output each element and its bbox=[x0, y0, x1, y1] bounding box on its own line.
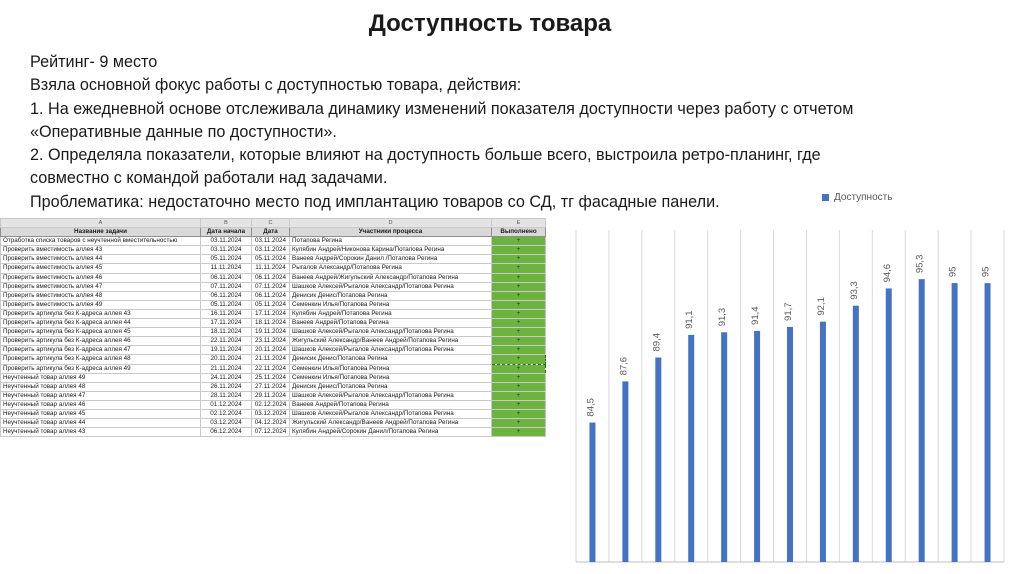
problem-line: Проблематика: недостаточно место под имплантацию товаров со СД, тг фасадные панели. bbox=[30, 192, 720, 211]
table-cell: + bbox=[492, 237, 546, 246]
table-cell: + bbox=[492, 255, 546, 264]
table-cell: Проверить артикула без К-адреса аллея 44 bbox=[1, 319, 201, 328]
table-cell: 19.11.2024 bbox=[252, 328, 290, 337]
table-cell: + bbox=[492, 337, 546, 346]
body-text bbox=[30, 51, 930, 214]
table-cell: Денисик Денис/Потапова Регина bbox=[290, 291, 492, 300]
table-cell: 03.11.2024 bbox=[201, 237, 252, 246]
table-row bbox=[1, 419, 546, 428]
table-cell: 26.11.2024 bbox=[201, 382, 252, 391]
tasks-table bbox=[0, 218, 546, 437]
table-cell: 04.12.2024 bbox=[252, 419, 290, 428]
column-letter: D bbox=[290, 219, 492, 228]
table-cell: Ванеев Андрей/Сорокин Данил /Потапова Регина bbox=[290, 255, 492, 264]
table-cell: + bbox=[492, 419, 546, 428]
table-cell: Проверить вместимость аллея 47 bbox=[1, 282, 201, 291]
table-cell: 21.11.2024 bbox=[201, 364, 252, 373]
table-cell: Шашков Алексей/Рыгалов Александр/Потапова Регина bbox=[290, 282, 492, 291]
table-cell: + bbox=[492, 364, 546, 373]
table-cell: 07.12.2024 bbox=[252, 428, 290, 437]
bar bbox=[919, 279, 925, 562]
table-cell: 03.11.2024 bbox=[252, 237, 290, 246]
table-cell: 19.11.2024 bbox=[201, 346, 252, 355]
bar bbox=[688, 335, 694, 562]
table-cell: Шашков Алексей/Рыгалов Александр/Потапова Регина bbox=[290, 391, 492, 400]
table-cell: Проверить артикула без К-адреса аллея 46 bbox=[1, 337, 201, 346]
data-label: 91,4 bbox=[750, 306, 762, 325]
table-cell: Отработка списка товаров с неучтенной вместительностью bbox=[1, 237, 201, 246]
table-cell: Неучтенный товар аллея 46 bbox=[1, 400, 201, 409]
column-letter: B bbox=[201, 219, 252, 228]
table-cell: Ванеев Андрей/Потапова Регина bbox=[290, 400, 492, 409]
table-row bbox=[1, 309, 546, 318]
table-cell: 18.11.2024 bbox=[252, 319, 290, 328]
table-header-cell: Дата начала bbox=[201, 228, 252, 237]
table-cell: 17.11.2024 bbox=[252, 309, 290, 318]
bar bbox=[820, 322, 826, 562]
table-cell: Неучтенный товар аллея 43 bbox=[1, 428, 201, 437]
table-cell: + bbox=[492, 319, 546, 328]
table-cell: 28.11.2024 bbox=[201, 391, 252, 400]
table-row bbox=[1, 337, 546, 346]
table-cell: 06.11.2024 bbox=[201, 291, 252, 300]
table-cell: Семенкин Илья/Потапова Регина bbox=[290, 300, 492, 309]
table-header-cell: Название задачи bbox=[1, 228, 201, 237]
table-row bbox=[1, 409, 546, 418]
legend-label: Доступность bbox=[834, 192, 893, 203]
table-cell: Шашков Алексей/Рыгалов Александр/Потапова Регина bbox=[290, 346, 492, 355]
table-cell: 06.11.2024 bbox=[252, 291, 290, 300]
table-cell: Неучтенный товар аллея 47 bbox=[1, 391, 201, 400]
action-2-team-line: совместно с командой работали над задачами. bbox=[30, 169, 388, 188]
bar bbox=[655, 357, 661, 562]
data-label: 95,3 bbox=[914, 254, 926, 274]
table-row bbox=[1, 400, 546, 409]
bar bbox=[952, 283, 958, 562]
table-cell: Проверить вместимость аллея 46 bbox=[1, 273, 201, 282]
table-row bbox=[1, 328, 546, 337]
bar bbox=[721, 332, 727, 562]
availability-chart bbox=[570, 222, 1010, 567]
table-cell: 16.11.2024 bbox=[201, 309, 252, 318]
table-row bbox=[1, 264, 546, 273]
table-cell: Кулябин Андрей/Сорокин Данил/Потапова Регина bbox=[290, 428, 492, 437]
table-cell: Шашков Алексей/Рыгалов Александр/Потапова Регина bbox=[290, 409, 492, 418]
table-cell: Неучтенный товар аллея 48 bbox=[1, 382, 201, 391]
data-label: 92,1 bbox=[815, 297, 827, 316]
table-cell: 17.11.2024 bbox=[201, 319, 252, 328]
table-cell: 24.11.2024 bbox=[201, 373, 252, 382]
table-row bbox=[1, 291, 546, 300]
table-cell: 29.11.2024 bbox=[252, 391, 290, 400]
column-letters-row bbox=[1, 219, 546, 228]
table-cell: Семенкин Илья/Потапова Регина bbox=[290, 373, 492, 382]
table-cell: 22.11.2024 bbox=[252, 364, 290, 373]
table-cell: + bbox=[492, 355, 546, 364]
table-cell: Денисик Денис/Потапова Регина bbox=[290, 355, 492, 364]
data-label: 95 bbox=[947, 266, 959, 278]
bar bbox=[853, 306, 859, 562]
table-row bbox=[1, 246, 546, 255]
data-label: 89,4 bbox=[651, 332, 663, 352]
table-cell: 03.12.2024 bbox=[201, 419, 252, 428]
table-cell: + bbox=[492, 300, 546, 309]
table-cell: Проверить вместимость аллея 44 bbox=[1, 255, 201, 264]
table-cell: 22.11.2024 bbox=[201, 337, 252, 346]
table-cell: 03.12.2024 bbox=[252, 409, 290, 418]
focus-line: Взяла основной фокус работы с доступностью товара, действия: bbox=[30, 76, 522, 95]
bar bbox=[589, 423, 595, 562]
table-row bbox=[1, 428, 546, 437]
table-cell: + bbox=[492, 273, 546, 282]
table-cell: + bbox=[492, 246, 546, 255]
table-cell: Шашков Алексей/Рыгалов Александр/Потапова Регина bbox=[290, 328, 492, 337]
table-cell: + bbox=[492, 346, 546, 355]
table-cell: Кулябин Андрей/Никонова Карина/Потапова Регина bbox=[290, 246, 492, 255]
table-cell: 11.11.2024 bbox=[252, 264, 290, 273]
table-cell: 05.11.2024 bbox=[201, 300, 252, 309]
table-cell: + bbox=[492, 373, 546, 382]
table-cell: Неучтенный товар аллея 44 bbox=[1, 419, 201, 428]
table-cell: Жигульский Александр/Ванеев Андрей/Потапова Регина bbox=[290, 419, 492, 428]
table-cell: Кулябин Андрей/Потапова Регина bbox=[290, 309, 492, 318]
table-row bbox=[1, 346, 546, 355]
table-row bbox=[1, 364, 546, 373]
table-row bbox=[1, 273, 546, 282]
bar bbox=[886, 288, 892, 562]
table-cell: 18.11.2024 bbox=[201, 328, 252, 337]
table-cell: + bbox=[492, 400, 546, 409]
table-cell: 06.12.2024 bbox=[201, 428, 252, 437]
table-cell: + bbox=[492, 409, 546, 418]
action-1-line: 1. На ежедневной основе отслеживала динамику изменений показателя доступности через работу с отчетом bbox=[30, 99, 854, 118]
bar bbox=[787, 327, 793, 562]
table-cell: + bbox=[492, 382, 546, 391]
table-cell: 06.11.2024 bbox=[252, 273, 290, 282]
table-row bbox=[1, 319, 546, 328]
table-cell: Проверить вместимость аллея 45 bbox=[1, 264, 201, 273]
table-cell: Ванеев Андрей/Жигульский Александр/Потапова Регина bbox=[290, 273, 492, 282]
bar bbox=[754, 331, 760, 562]
table-cell: Неучтенный товар аллея 45 bbox=[1, 409, 201, 418]
table-cell: 03.11.2024 bbox=[252, 246, 290, 255]
table-row bbox=[1, 237, 546, 246]
table-cell: + bbox=[492, 391, 546, 400]
table-cell: Семенкин Илья/Потапова Регина bbox=[290, 364, 492, 373]
table-cell: + bbox=[492, 309, 546, 318]
table-cell: 20.11.2024 bbox=[201, 355, 252, 364]
table-row bbox=[1, 391, 546, 400]
table-cell: 06.11.2024 bbox=[201, 273, 252, 282]
table-cell: Проверить артикула без К-адреса аллея 45 bbox=[1, 328, 201, 337]
column-letter: A bbox=[1, 219, 201, 228]
table-cell: 11.11.2024 bbox=[201, 264, 252, 273]
table-cell: 02.12.2024 bbox=[252, 400, 290, 409]
table-row bbox=[1, 282, 546, 291]
table-cell: + bbox=[492, 328, 546, 337]
table-cell: 27.11.2024 bbox=[252, 382, 290, 391]
table-row bbox=[1, 373, 546, 382]
table-cell: Жигульский Александр/Ванеев Андрей/Потапова Регина bbox=[290, 337, 492, 346]
table-cell: + bbox=[492, 264, 546, 273]
data-label: 84,5 bbox=[585, 398, 597, 417]
table-row bbox=[1, 300, 546, 309]
table-cell: Неучтенный товар аллея 49 bbox=[1, 373, 201, 382]
rating-line: Рейтинг- 9 место bbox=[30, 53, 158, 71]
table-cell: Проверить артикула без К-адреса аллея 49 bbox=[1, 364, 201, 373]
table-cell: Проверить артикула без К-адреса аллея 47 bbox=[1, 346, 201, 355]
table-cell: Ванеев Андрей/Потапова Регина bbox=[290, 319, 492, 328]
bar bbox=[622, 381, 628, 562]
data-label: 93,3 bbox=[848, 281, 860, 300]
table-cell: Денисик Денис/Потапова Регина bbox=[290, 382, 492, 391]
table-cell: + bbox=[492, 282, 546, 291]
table-cell: 05.11.2024 bbox=[252, 255, 290, 264]
page-title: Доступность товара bbox=[368, 10, 612, 37]
table-cell: Проверить артикула без К-адреса аллея 48 bbox=[1, 355, 201, 364]
table-cell: 03.11.2024 bbox=[201, 246, 252, 255]
data-label: 91,1 bbox=[684, 310, 696, 329]
column-letter: C bbox=[252, 219, 290, 228]
data-label: 91,7 bbox=[783, 302, 794, 321]
column-letter: E bbox=[492, 219, 546, 228]
data-label: 95 bbox=[980, 266, 992, 278]
table-cell: 05.11.2024 bbox=[201, 255, 252, 264]
table-header-cell: Участники процесса bbox=[290, 228, 492, 237]
table-cell: + bbox=[492, 291, 546, 300]
table-cell: 01.12.2024 bbox=[201, 400, 252, 409]
table-cell: + bbox=[492, 428, 546, 437]
table-row bbox=[1, 382, 546, 391]
table-cell: 20.11.2024 bbox=[252, 346, 290, 355]
table-cell: Проверить артикула без К-адреса аллея 43 bbox=[1, 309, 201, 318]
table-cell: 07.11.2024 bbox=[252, 282, 290, 291]
data-label: 91,3 bbox=[717, 307, 729, 327]
table-row bbox=[1, 255, 546, 264]
table-cell: Проверить вместимость аллея 49 bbox=[1, 300, 201, 309]
table-header-cell: Дата bbox=[252, 228, 290, 237]
table-header-row bbox=[1, 228, 546, 237]
table-cell: 25.11.2024 bbox=[252, 373, 290, 382]
table-cell: 21.11.2024 bbox=[252, 355, 290, 364]
table-row bbox=[1, 355, 546, 364]
table-cell: Проверить вместимость аллея 48 bbox=[1, 291, 201, 300]
table-cell: Проверить вместимость аллея 43 bbox=[1, 246, 201, 255]
table-cell: 02.12.2024 bbox=[201, 409, 252, 418]
table-cell: Рыгалов Александр/Потапова Регина bbox=[290, 264, 492, 273]
action-2-line: 2. Определяла показатели, которые влияют на доступность больше всего, выстроила ретро-планинг, где bbox=[30, 146, 821, 165]
action-1-report-line: «Оперативные данные по доступности». bbox=[30, 122, 337, 141]
table-cell: 05.11.2024 bbox=[252, 300, 290, 309]
table-cell: Потапова Регина bbox=[290, 237, 492, 246]
table-cell: 07.11.2024 bbox=[201, 282, 252, 291]
table-cell: 23.11.2024 bbox=[252, 337, 290, 346]
data-label: 87,6 bbox=[618, 356, 630, 376]
bar bbox=[985, 283, 991, 562]
chart-legend bbox=[822, 192, 892, 203]
data-label: 94,6 bbox=[881, 263, 893, 283]
table-header-cell: Выполнено bbox=[492, 228, 546, 237]
legend-swatch bbox=[822, 194, 829, 201]
